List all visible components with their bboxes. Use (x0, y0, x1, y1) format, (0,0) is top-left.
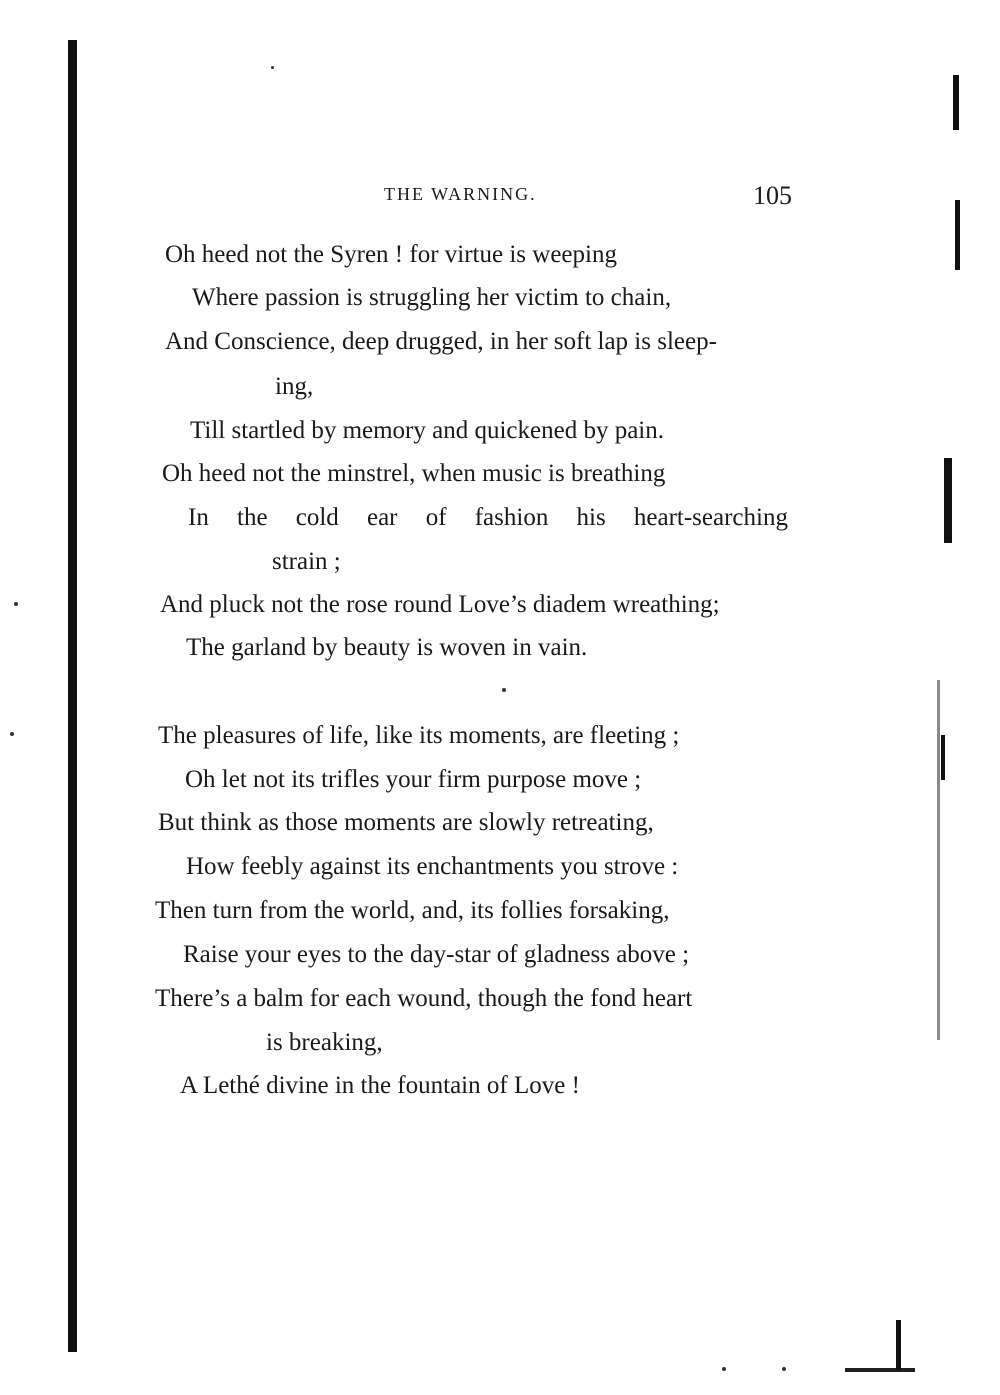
poem-line: A Lethé divine in the fountain of Love ! (180, 1072, 580, 1099)
poem-line: The pleasures of life, like its moments, are fleeting ; (158, 722, 680, 749)
poem-line: And pluck not the rose round Love’s diadem wreathing; (160, 591, 720, 618)
poem-line: strain ; (272, 548, 341, 575)
word: fashion (474, 504, 549, 531)
poem-line: Where passion is struggling her victim to chain, (192, 284, 672, 311)
running-title: THE WARNING. (384, 184, 537, 204)
poem-line: is breaking, (266, 1029, 383, 1056)
poem-line: There’s a balm for each wound, though the fond heart (155, 985, 693, 1012)
poem-line: Raise your eyes to the day-star of gladness above ; (183, 941, 690, 968)
speck (14, 602, 18, 606)
speck (10, 732, 14, 736)
speck (782, 1367, 786, 1371)
right-edge-mark-3 (944, 458, 952, 543)
poem-line: ing, (275, 373, 314, 400)
word: of (425, 504, 447, 531)
speck (722, 1367, 726, 1371)
left-binding-shadow (68, 40, 77, 1352)
word: heart-searching (633, 504, 788, 531)
poem-line: Till startled by memory and quickened by pain. (190, 417, 664, 444)
page-number: 105 (753, 181, 792, 210)
speck (271, 66, 274, 69)
poem-line: Oh heed not the minstrel, when music is breathing (162, 460, 666, 487)
poem-line-justified (188, 503, 788, 533)
right-edge-speckle (937, 680, 940, 1040)
word: ear (366, 504, 398, 531)
poem-line: But think as those moments are slowly retreating, (158, 809, 654, 836)
speck (502, 688, 506, 692)
poem-line: Oh let not its trifles your firm purpose move ; (185, 766, 642, 793)
bottom-right-corner (896, 1320, 901, 1370)
word: his (576, 504, 606, 531)
poem-line: The garland by beauty is woven in vain. (186, 634, 588, 661)
word: In (188, 504, 209, 531)
right-edge-mark-4 (941, 735, 945, 780)
bottom-right-mark (845, 1368, 915, 1372)
poem-line: Oh heed not the Syren ! for virtue is weeping (165, 241, 617, 268)
right-edge-mark-2 (955, 200, 960, 270)
poem-line: And Conscience, deep drugged, in her soft lap is sleep- (165, 328, 717, 355)
poem-line: Then turn from the world, and, its follies forsaking, (155, 897, 670, 924)
right-edge-mark-1 (953, 75, 959, 130)
word: the (237, 504, 268, 531)
poem-line: How feebly against its enchantments you strove : (186, 853, 679, 880)
word: cold (295, 504, 339, 531)
